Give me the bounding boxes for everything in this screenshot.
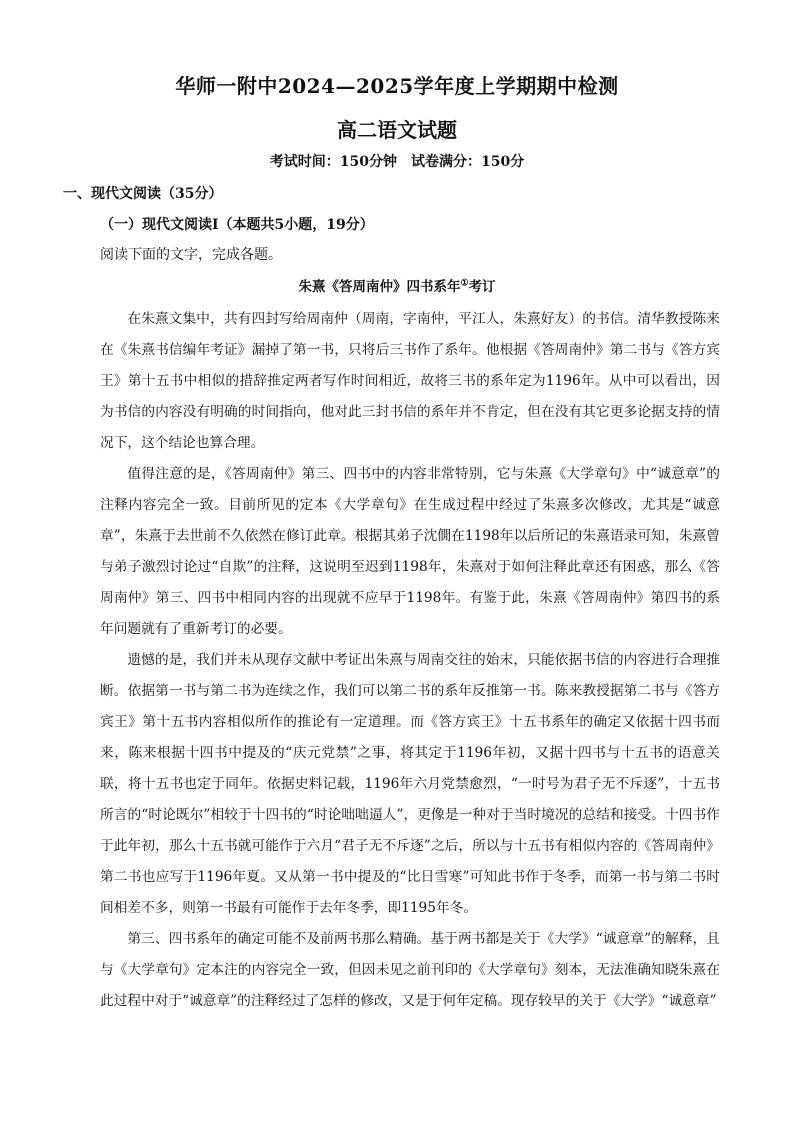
article-title-main: 朱熹《答周南仲》四书系年	[298, 279, 461, 295]
reading-instruction: 阅读下面的文字，完成各题。	[100, 247, 282, 263]
paragraph-4: 第三、四书系年的确定可能不及前两书那么精确。基于两书都是关于《大学》“诚意章”的解释，且与《大学章句》定本注的内容完全一致，但因未见之前刊印的《大学章句》刻本，无法准确知晓朱熹在此过程中对于“诚意章”的注释经过了怎样的修改，又是于何年定稿。现存较早的关于《大学》“诚意章”	[100, 931, 720, 1009]
exam-subject: 高二语文试题	[337, 118, 457, 142]
article-title-tail: 考订	[468, 279, 496, 295]
paragraph-3: 遗憾的是，我们并未从现存文献中考证出朱熹与周南交往的始末，只能依据书信的内容进行合理推断。依据第一书与第二书为连续之作，我们可以第二书的系年反推第一书。陈来教授据第二书与《答方宾王》第十五书内容相似所作的推论有一定道理。而《答方宾王》十五书系年的确定又依据十四书而来，陈来根据十四书中提及的“庆元党禁”之事，将其定于1196年初，又据十四书与十五书的语意关联，将十五书也定于同年。依据史料记载，1196年六月党禁愈烈，“一时号为君子无不斥逐”，十五书所言的“时论既尔”相较于十四书的“时论咄咄逼人”，更像是一种对于当时境况的总结和接受。十四书作于此年初，那么十五书就可能作于六月“君子无不斥逐”之后，所以与十五书有相似内容的《答周南仲》第二书也应写于1196年夏。又从第一书中提及的“比日雪寒”可知此书作于冬季，而第一书与第二书时间相差不多，则第一书最有可能作于去年冬季，即1195年冬。	[100, 652, 720, 916]
section-heading: 一、现代文阅读（35分）	[63, 186, 223, 202]
subsection-heading: （一）现代文阅读Ⅰ（本题共5小题，19分）	[100, 217, 374, 233]
footnote-marker: ①	[460, 278, 469, 289]
exam-info: 考试时间：150分钟 试卷满分：150分	[269, 154, 525, 170]
exam-title: 华师一附中2024—2025学年度上学期期中检测	[175, 74, 619, 98]
paragraph-2: 值得注意的是，《答周南仲》第三、四书中的内容非常特别，它与朱熹《大学章句》中“诚意章”的注释内容完全一致。目前所见的定本《大学章句》在生成过程中经过了朱熹多次修改，尤其是“诚意章”，朱熹于去世前不久依然在修订此章。根据其弟子沈僩在1198年以后所记的朱熹语录可知，朱熹曾与弟子激烈讨论过“自欺”的注释，这说明至迟到1198年，朱熹对于如何注释此章还有困惑，那么《答周南仲》第三、四书中相同内容的出现就不应早于1198年。有鉴于此，朱熹《答周南仲》第四书的系年问题就有了重新考订的必要。	[100, 466, 720, 637]
article-body	[100, 304, 720, 1017]
article-title	[0, 275, 794, 295]
paragraph-1: 在朱熹文集中，共有四封写给周南仲（周南，字南仲，平江人，朱熹好友）的书信。清华教授陈来在《朱熹书信编年考证》漏掉了第一书，只将后三书作了系年。他根据《答周南仲》第二书与《答方宾王》第十五书中相似的措辞推定两者写作时间相近，故将三书的系年定为1196年。从中可以看出，因为书信的内容没有明确的时间指向，他对此三封书信的系年并不肯定，但在没有其它更多论据支持的情况下，这个结论也算合理。	[100, 311, 720, 451]
